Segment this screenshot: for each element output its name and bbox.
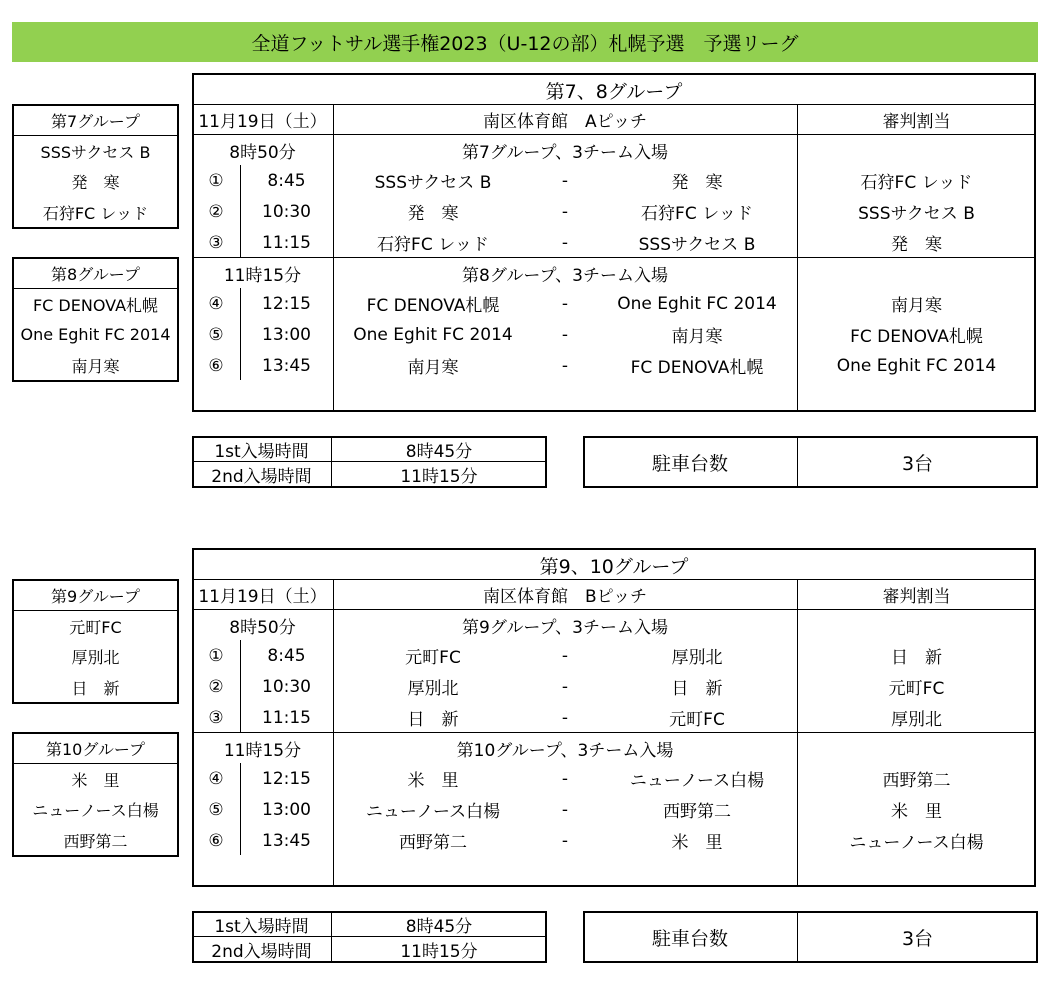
away-team: FC DENOVA札幌 (630, 358, 764, 378)
away-team: 米 里 (671, 833, 723, 853)
group-entry-text: 第7グループ、3チーム入場 (462, 142, 668, 163)
match-number: ⑥ (208, 830, 224, 851)
match-time: 12:15 (262, 768, 311, 789)
second-entry-label: 2nd入場時間 (211, 466, 312, 486)
match-time: 12:15 (262, 293, 311, 314)
venue-label: 南区体育館 Bピッチ (483, 587, 647, 607)
second-entry-label: 2nd入場時間 (211, 941, 312, 961)
home-team: SSSサクセス B (374, 173, 492, 193)
group-team: 南月寒 (71, 356, 120, 376)
group-team: 石狩FC レッド (42, 203, 149, 223)
group-entry-text: 第9グループ、3チーム入場 (462, 617, 668, 638)
group-box-border (12, 380, 179, 382)
away-team: 元町FC (669, 710, 725, 730)
match-time: 10:30 (262, 676, 311, 697)
match-separator: - (561, 707, 569, 728)
home-team: 元町FC (405, 648, 461, 668)
parking-value: 3台 (901, 452, 934, 475)
group-entry-text: 第10グループ、3チーム入場 (456, 740, 674, 761)
group-team: ニューノース白楊 (32, 801, 159, 820)
home-team: 米 里 (407, 771, 459, 791)
referee-team: 日 新 (891, 648, 942, 668)
referee-team: 厚別北 (891, 710, 942, 730)
table-border (192, 885, 1036, 887)
home-team: 石狩FC レッド (377, 235, 489, 255)
match-time: 13:45 (262, 355, 311, 376)
match-time: 8:45 (267, 645, 306, 666)
match-number: ② (208, 201, 224, 222)
group-name: 第7グループ (51, 112, 140, 131)
referee-team: 元町FC (888, 679, 945, 699)
group-team: 西野第二 (63, 831, 128, 851)
match-number: ① (208, 645, 224, 666)
referee-team: 西野第二 (882, 771, 951, 791)
away-team: 日 新 (671, 679, 723, 699)
match-separator: - (561, 293, 569, 314)
parking-label: 駐車台数 (651, 452, 728, 475)
group-entry-time: 11時15分 (223, 265, 302, 286)
section-header: 第7、8グループ (545, 81, 683, 103)
group-team: SSSサクセス B (40, 142, 151, 162)
match-time: 13:00 (262, 799, 311, 820)
referee-team: ニューノース白楊 (849, 833, 984, 853)
home-team: 西野第二 (399, 833, 467, 853)
match-separator: - (561, 170, 569, 191)
match-separator: - (561, 799, 569, 820)
group-team: 米 里 (71, 770, 120, 790)
group-entry-text: 第8グループ、3チーム入場 (462, 265, 668, 286)
section-header: 第9、10グループ (539, 556, 689, 578)
match-number: ③ (208, 232, 224, 253)
match-separator: - (561, 201, 569, 222)
referee-header: 審判割当 (882, 112, 951, 132)
first-entry-label: 1st入場時間 (214, 442, 309, 461)
second-entry-value: 11時15分 (400, 941, 478, 961)
match-time: 11:15 (262, 232, 311, 253)
group-team: One Eghit FC 2014 (20, 325, 171, 344)
match-number: ⑤ (208, 324, 224, 345)
group-entry-time: 8時50分 (229, 617, 296, 638)
referee-team: 南月寒 (891, 296, 942, 316)
first-entry-value: 8時45分 (405, 917, 473, 936)
home-team: One Eghit FC 2014 (353, 324, 513, 345)
date-label: 11月19日（土） (198, 587, 327, 607)
away-team: 南月寒 (671, 327, 723, 347)
match-time: 8:45 (267, 170, 306, 191)
away-team: One Eghit FC 2014 (617, 293, 777, 314)
match-time: 10:30 (262, 201, 311, 222)
home-team: 日 新 (407, 710, 459, 730)
group-team: 日 新 (71, 678, 120, 698)
group-box-border (12, 227, 179, 229)
away-team: 厚別北 (671, 648, 723, 668)
group-entry-time: 8時50分 (229, 142, 296, 163)
match-separator: - (561, 232, 569, 253)
match-number: ⑤ (208, 799, 224, 820)
match-separator: - (561, 676, 569, 697)
away-team: 西野第二 (663, 802, 731, 822)
group-box-border (12, 855, 179, 857)
page-title: 全道フットサル選手権2023（U-12の部）札幌予選 予選リーグ (251, 32, 799, 55)
group-name: 第9グループ (51, 587, 140, 606)
match-separator: - (561, 768, 569, 789)
entry-box-border (192, 961, 547, 963)
home-team: 厚別北 (407, 679, 459, 699)
group-team: 厚別北 (71, 648, 120, 667)
referee-team: FC DENOVA札幌 (850, 327, 983, 347)
group-entry-time: 11時15分 (223, 740, 302, 761)
referee-team: SSSサクセス B (858, 204, 975, 224)
away-team: 石狩FC レッド (641, 204, 753, 224)
match-separator: - (561, 355, 569, 376)
match-separator: - (561, 645, 569, 666)
match-number: ④ (208, 293, 224, 314)
match-separator: - (561, 830, 569, 851)
first-entry-label: 1st入場時間 (214, 917, 309, 936)
group-name: 第8グループ (51, 265, 140, 284)
match-number: ④ (208, 768, 224, 789)
parking-label: 駐車台数 (651, 927, 728, 950)
group-box-border (12, 702, 179, 704)
home-team: ニューノース白楊 (365, 802, 501, 822)
referee-team: One Eghit FC 2014 (836, 355, 997, 376)
away-team: 発 寒 (671, 173, 723, 193)
group-team: 発 寒 (71, 173, 120, 192)
home-team: FC DENOVA札幌 (366, 296, 500, 316)
schedule-section (0, 0, 1062, 486)
second-entry-value: 11時15分 (400, 466, 478, 486)
first-entry-value: 8時45分 (405, 442, 473, 461)
match-number: ③ (208, 707, 224, 728)
away-team: SSSサクセス B (638, 235, 756, 255)
match-number: ① (208, 170, 224, 191)
match-time: 13:00 (262, 324, 311, 345)
venue-label: 南区体育館 Aピッチ (483, 112, 647, 132)
referee-team: 発 寒 (891, 235, 942, 255)
referee-header: 審判割当 (882, 587, 951, 607)
match-number: ⑥ (208, 355, 224, 376)
group-team: FC DENOVA札幌 (32, 295, 159, 315)
home-team: 発 寒 (407, 204, 459, 224)
match-time: 11:15 (262, 707, 311, 728)
match-number: ② (208, 676, 224, 697)
group-team: 元町FC (69, 617, 122, 637)
match-separator: - (561, 324, 569, 345)
referee-team: 石狩FC レッド (860, 173, 973, 193)
table-border (192, 410, 1036, 412)
away-team: ニューノース白楊 (629, 771, 765, 791)
home-team: 南月寒 (407, 358, 459, 378)
date-label: 11月19日（土） (198, 112, 327, 132)
referee-team: 米 里 (891, 802, 942, 822)
match-time: 13:45 (262, 830, 311, 851)
group-name: 第10グループ (45, 740, 146, 759)
parking-value: 3台 (901, 927, 934, 950)
schedule-section (0, 475, 1062, 961)
